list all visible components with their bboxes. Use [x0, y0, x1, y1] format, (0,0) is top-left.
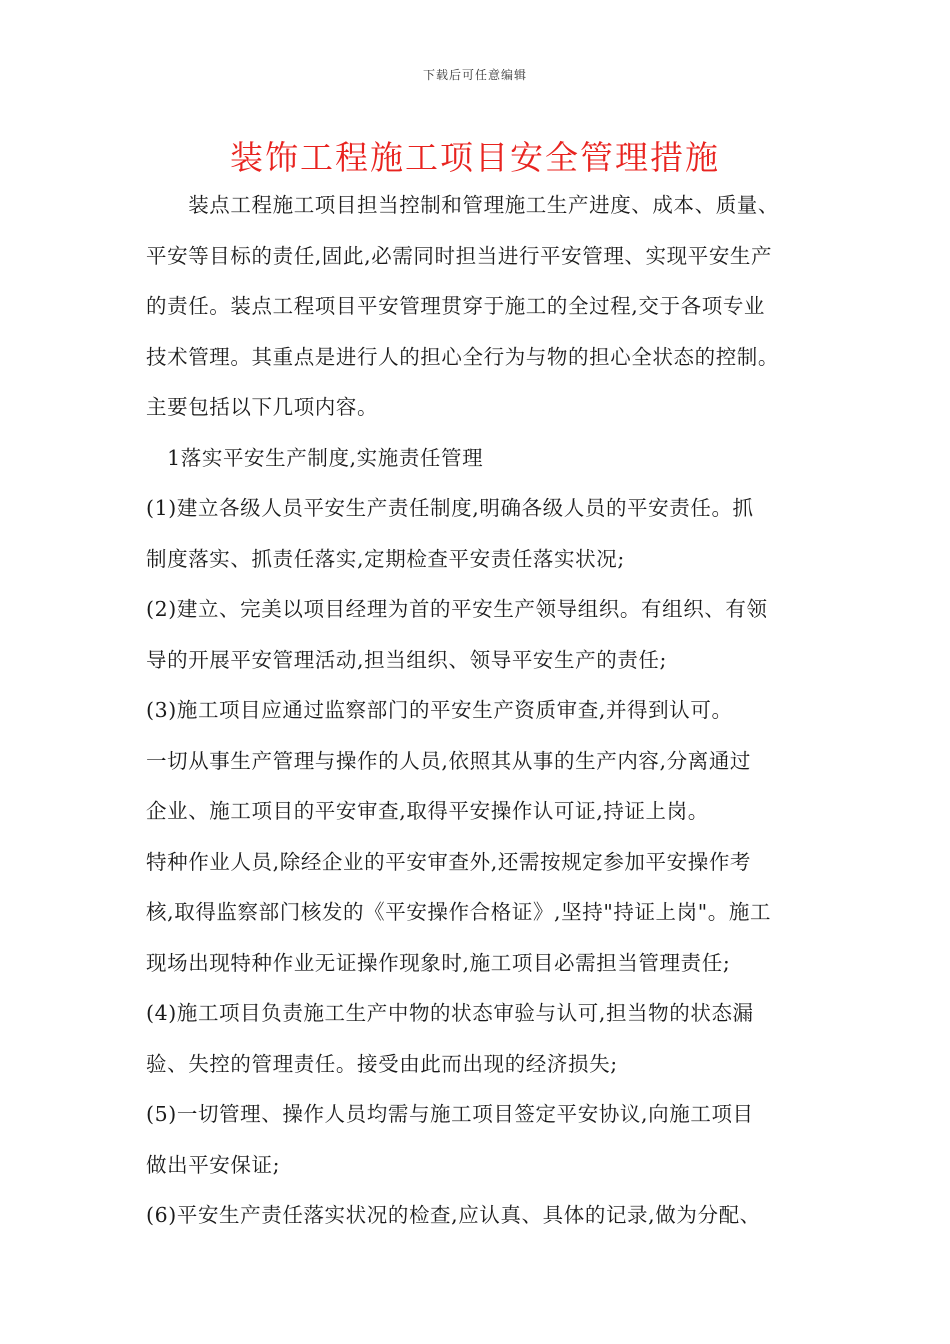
- body-line: (5)一切管理、操作人员均需与施工项目签定平安协议,向施工项目: [146, 1102, 754, 1126]
- document-body: [146, 180, 826, 1241]
- body-line: (4)施工项目负责施工生产中物的状态审验与认可,担当物的状态漏: [146, 1001, 754, 1025]
- body-line: 装点工程施工项目担当控制和管理施工生产进度、成本、质量、: [146, 193, 779, 217]
- document-title: 装饰工程施工项目安全管理措施: [230, 138, 720, 177]
- body-line: 平安等目标的责任,固此,必需同时担当进行平安管理、实现平安生产: [146, 243, 773, 268]
- body-line: (1)建立各级人员平安生产责任制度,明确各级人员的平安责任。抓: [146, 496, 754, 520]
- body-line: 特种作业人员,除经企业的平安审查外,还需按规定参加平安操作考: [146, 849, 752, 874]
- body-line: 企业、施工项目的平安审查,取得平安操作认可证,持证上岗。: [146, 799, 709, 823]
- body-line: 核,取得监察部门核发的《平安操作合格证》,坚持"持证上岗"。施工: [146, 900, 772, 924]
- body-line: 制度落实、抓责任落实,定期检查平安责任落实状况;: [146, 546, 625, 571]
- body-line: (3)施工项目应通过监察部门的平安生产资质审查,并得到认可。: [146, 698, 733, 722]
- body-line: 主要包括以下几项内容。: [146, 395, 379, 419]
- body-line: 技术管理。其重点是进行人的担心全行为与物的担心全状态的控制。: [146, 344, 779, 369]
- section-heading: 1落实平安生产制度,实施责任管理: [146, 445, 484, 470]
- header-note: 下载后可任意编辑: [422, 68, 527, 82]
- body-line: 一切从事生产管理与操作的人员,依照其从事的生产内容,分离通过: [146, 748, 752, 773]
- body-line: (2)建立、完美以项目经理为首的平安生产领导组织。有组织、有领: [146, 597, 768, 621]
- body-line: 的责任。装点工程项目平安管理贯穿于施工的全过程,交于各项专业: [146, 294, 766, 318]
- body-line: 现场出现特种作业无证操作现象时,施工项目必需担当管理责任;: [146, 950, 731, 975]
- body-line: 导的开展平安管理活动,担当组织、领导平安生产的责任;: [146, 647, 668, 672]
- body-line: 验、失控的管理责任。接受由此而出现的经济损失;: [146, 1051, 618, 1076]
- body-line: (6)平安生产责任落实状况的检查,应认真、具体的记录,做为分配、: [146, 1203, 761, 1227]
- body-line: 做出平安保证;: [146, 1152, 281, 1177]
